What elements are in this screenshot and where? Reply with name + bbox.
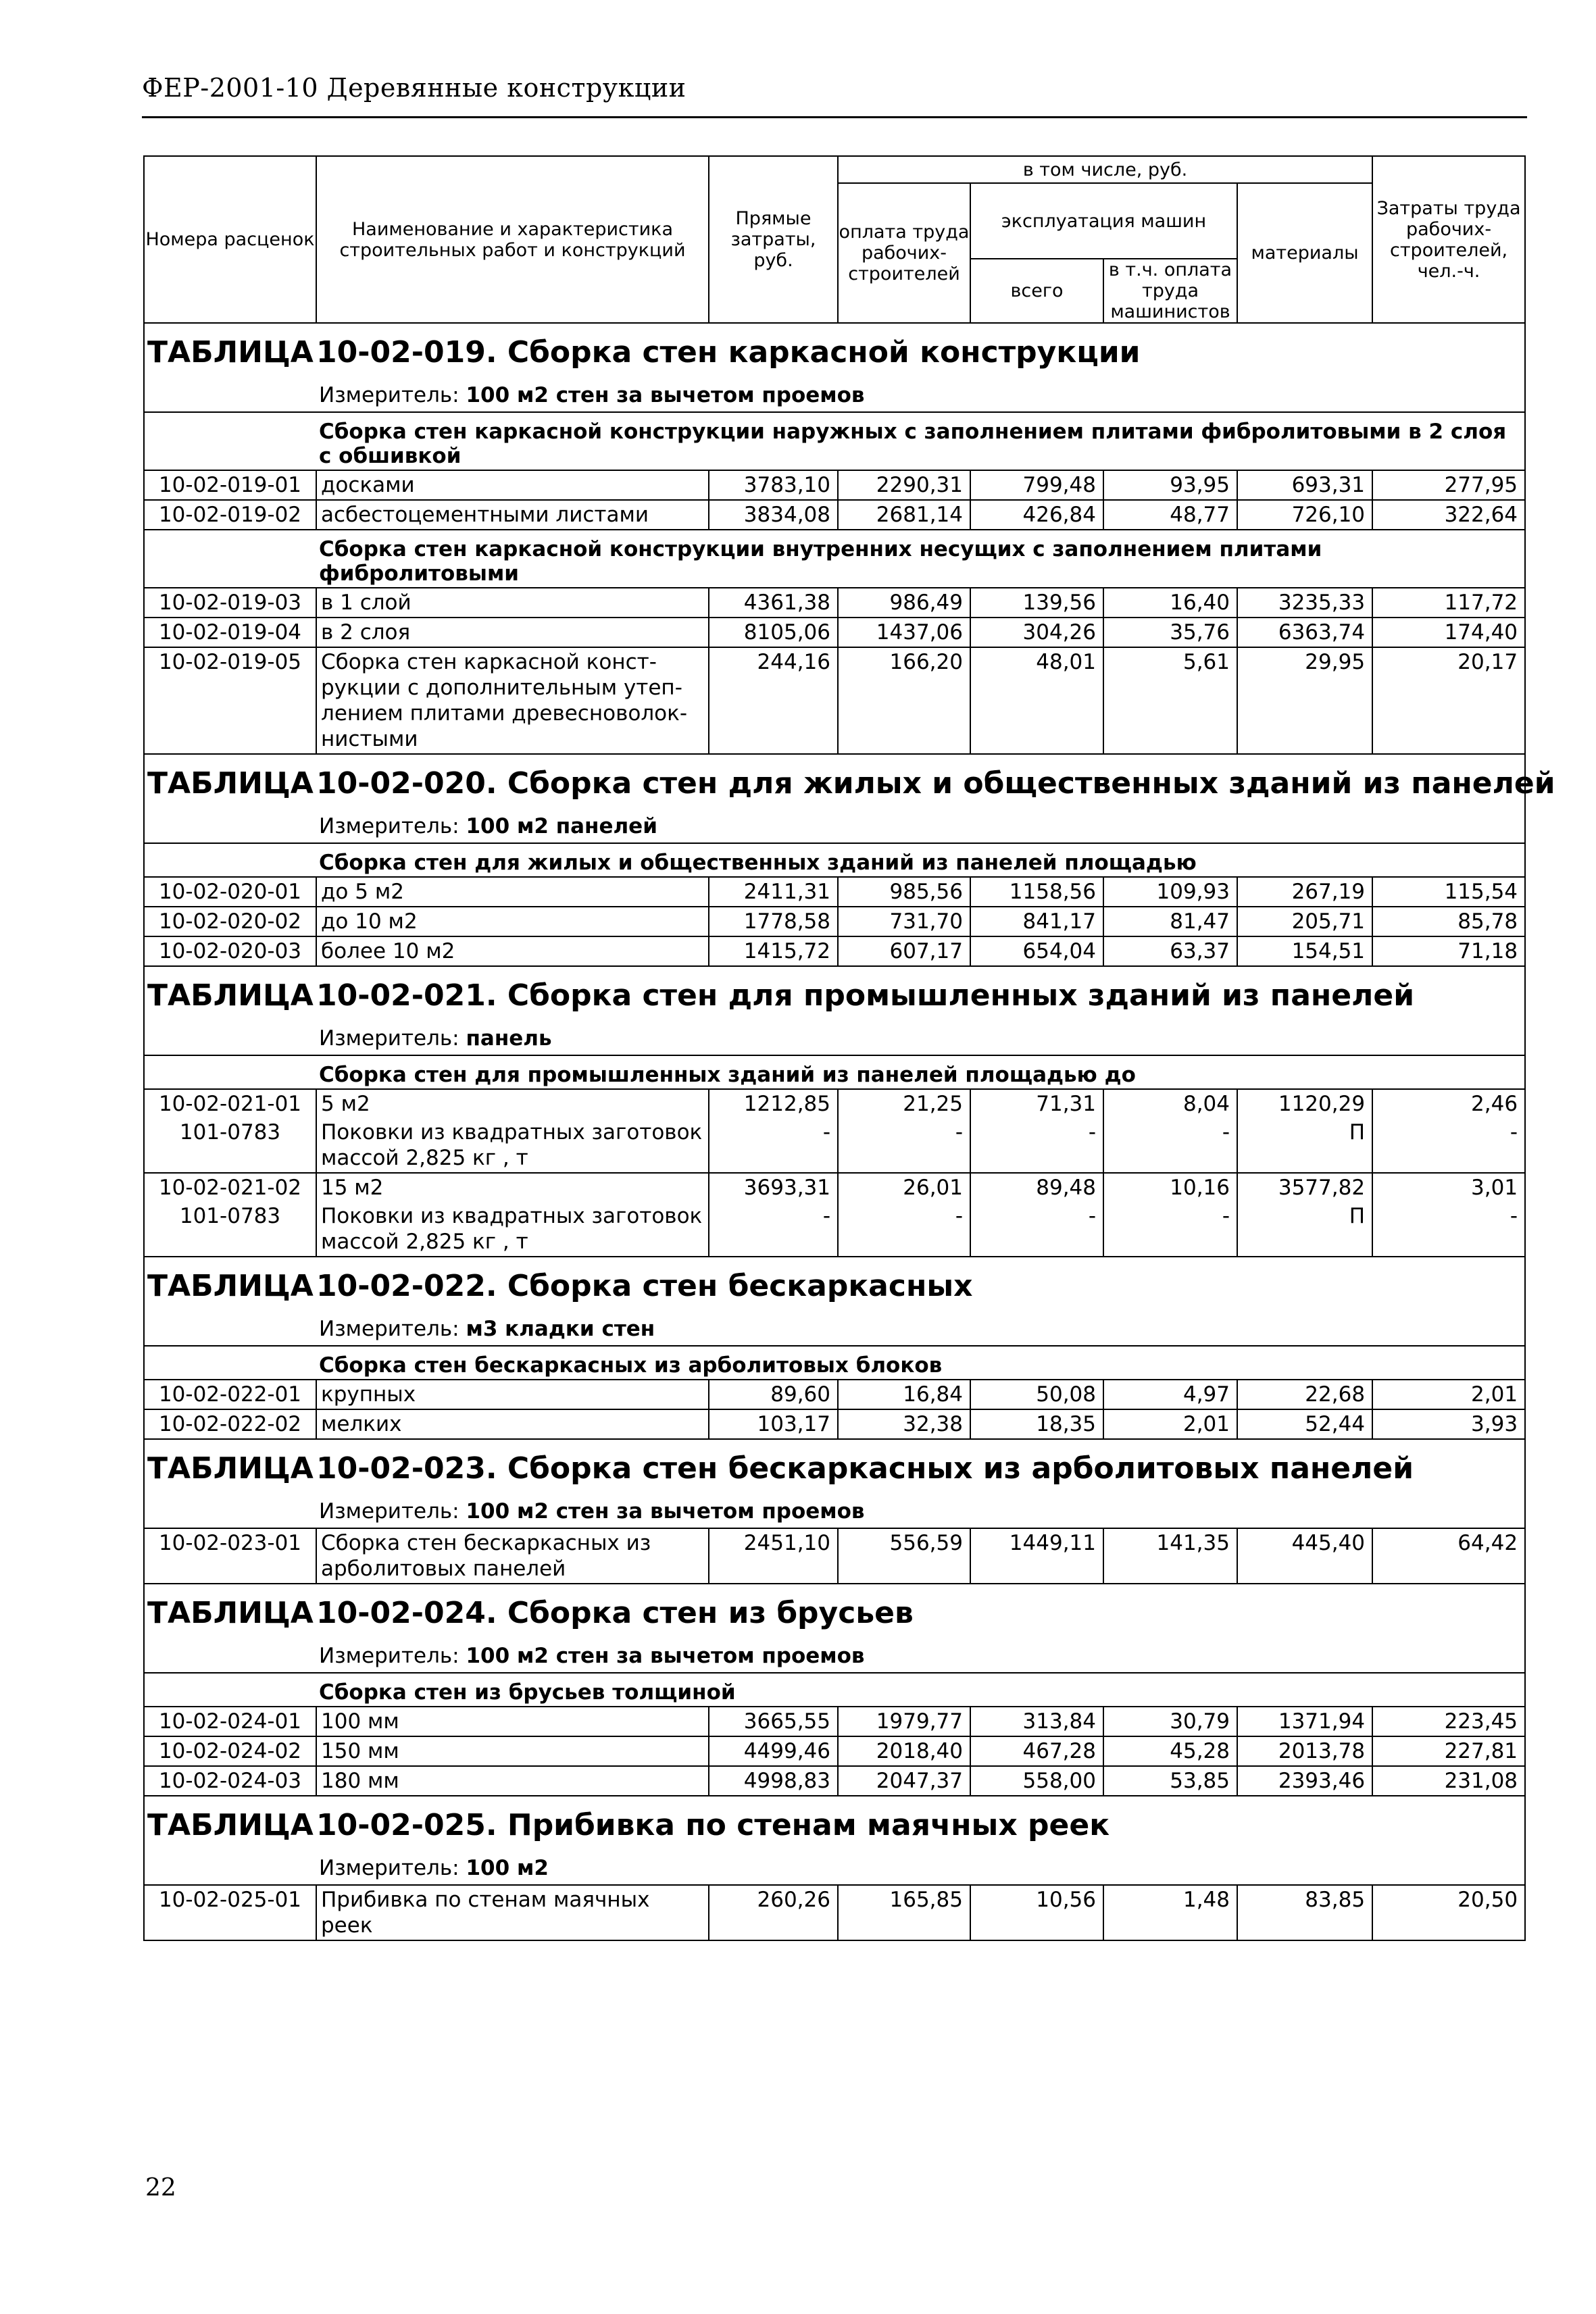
table-title-row xyxy=(145,1584,1524,1634)
direct-costs-value: 3834,08 xyxy=(709,500,838,530)
rate-code: 10-02-023-01 xyxy=(145,1528,316,1584)
machines-total-value: 139,56 xyxy=(970,588,1103,618)
machines-labor-value: 45,28 xyxy=(1103,1736,1237,1766)
labor-costs-value: 2,01 xyxy=(1372,1380,1524,1409)
table-label: ТАБЛИЦА xyxy=(147,335,314,370)
direct-costs-value: 3783,10 xyxy=(709,470,838,500)
table-title-row xyxy=(145,1439,1524,1490)
table-title xyxy=(145,966,1524,1017)
materials-value: 22,68 xyxy=(1237,1380,1372,1409)
header-direct-costs: Прямые затраты, руб. xyxy=(709,157,838,323)
labor-costs-value: 64,42 xyxy=(1372,1528,1524,1584)
header-machines: эксплуатация машин xyxy=(970,183,1237,259)
table-label: ТАБЛИЦА xyxy=(147,1808,314,1842)
machines-labor-value: 30,79 xyxy=(1103,1707,1237,1736)
table-row xyxy=(145,588,1524,618)
rate-code: 10-02-024-03 xyxy=(145,1766,316,1796)
materials-value: 3235,33 xyxy=(1237,588,1372,618)
machines-total-value: 426,84 xyxy=(970,500,1103,530)
machines-total-value: 304,26 xyxy=(970,618,1103,647)
table-row xyxy=(145,470,1524,500)
labor-costs-value: 85,78 xyxy=(1372,907,1524,936)
table-title xyxy=(145,323,1524,374)
labor-costs-value: 277,95 xyxy=(1372,470,1524,500)
labor-pay-value: 16,84 xyxy=(838,1380,970,1409)
labor-costs-value: 322,64 xyxy=(1372,500,1524,530)
machines-labor-value: 141,35 xyxy=(1103,1528,1237,1584)
table-row xyxy=(145,1885,1524,1940)
machines-total-value: 558,00 xyxy=(970,1766,1103,1796)
materials-value: П xyxy=(1237,1202,1372,1257)
unit-label: Измеритель: xyxy=(319,383,459,407)
rate-code: 10-02-019-01 xyxy=(145,470,316,500)
machines-labor-value: 53,85 xyxy=(1103,1766,1237,1796)
machines-total-value: - xyxy=(970,1202,1103,1257)
table-title-text: 10-02-022. Сборка стен бескаркасных xyxy=(316,1269,973,1303)
table-row xyxy=(145,936,1524,966)
materials-value: 154,51 xyxy=(1237,936,1372,966)
table-title-row xyxy=(145,754,1524,805)
labor-pay-value: 985,56 xyxy=(838,877,970,907)
rate-code: 10-02-021-01 xyxy=(145,1089,316,1118)
direct-costs-value: 2451,10 xyxy=(709,1528,838,1584)
materials-value: 726,10 xyxy=(1237,500,1372,530)
machines-labor-value: 48,77 xyxy=(1103,500,1237,530)
labor-pay-value: 986,49 xyxy=(838,588,970,618)
header-row-1 xyxy=(145,157,1524,183)
labor-pay-value: 165,85 xyxy=(838,1885,970,1940)
unit-row xyxy=(145,1846,1524,1885)
rate-code: 10-02-022-02 xyxy=(145,1409,316,1439)
unit-row xyxy=(145,805,1524,843)
labor-costs-value: 223,45 xyxy=(1372,1707,1524,1736)
materials-value: 693,31 xyxy=(1237,470,1372,500)
direct-costs-value: 260,26 xyxy=(709,1885,838,1940)
work-name: Сборка стен бескаркасных из арболитовых панелей xyxy=(316,1528,709,1584)
rate-code: 10-02-019-04 xyxy=(145,618,316,647)
direct-costs-value: 3693,31 xyxy=(709,1173,838,1202)
materials-value: 445,40 xyxy=(1237,1528,1372,1584)
work-name: Поковки из квадратных заготовок массой 2,825 кг , т xyxy=(316,1118,709,1173)
running-head: ФЕР-2001-10 Деревянные конструкции xyxy=(142,73,687,103)
work-name: 100 мм xyxy=(316,1707,709,1736)
labor-pay-value: 607,17 xyxy=(838,936,970,966)
labor-costs-value: 227,81 xyxy=(1372,1736,1524,1766)
work-name: досками xyxy=(316,470,709,500)
materials-value: П xyxy=(1237,1118,1372,1173)
table-row xyxy=(145,1528,1524,1584)
table-label: ТАБЛИЦА xyxy=(147,978,314,1013)
table-row xyxy=(145,1736,1524,1766)
direct-costs-value: 103,17 xyxy=(709,1409,838,1439)
table-title-text: 10-02-019. Сборка стен каркасной конструкции xyxy=(316,335,1141,370)
labor-costs-value: - xyxy=(1510,1204,1518,1228)
unit-label: Измеритель: xyxy=(319,1644,459,1668)
work-name: Сборка стен каркасной конст-рукции с дополнительным утеп-лением плитами древесноволок-нистыми xyxy=(316,647,709,754)
unit-value: 100 м2 панелей xyxy=(466,814,657,838)
direct-costs-value: - xyxy=(709,1118,838,1173)
table-row xyxy=(145,1707,1524,1736)
machines-labor-value: 2,01 xyxy=(1103,1409,1237,1439)
labor-pay-value: - xyxy=(838,1202,970,1257)
machines-total-value: 1449,11 xyxy=(970,1528,1103,1584)
labor-costs-value: 117,72 xyxy=(1372,588,1524,618)
unit-row xyxy=(145,374,1524,412)
labor-costs-value: 115,54 xyxy=(1372,877,1524,907)
header-machines-total: всего xyxy=(970,259,1103,323)
machines-labor-value: 5,61 xyxy=(1103,647,1237,754)
group-row xyxy=(145,530,1524,588)
table-label: ТАБЛИЦА xyxy=(147,1269,314,1303)
table-title-row xyxy=(145,1796,1524,1846)
labor-pay-value: 166,20 xyxy=(838,647,970,754)
table-row xyxy=(145,500,1524,530)
labor-pay-value: 2290,31 xyxy=(838,470,970,500)
unit-label: Измеритель: xyxy=(319,814,459,838)
unit-line xyxy=(145,1017,1524,1055)
machines-total-value: 89,48 xyxy=(970,1173,1103,1202)
work-name: более 10 м2 xyxy=(316,936,709,966)
materials-value: 2013,78 xyxy=(1237,1736,1372,1766)
unit-line xyxy=(145,1490,1524,1528)
machines-labor-value: 35,76 xyxy=(1103,618,1237,647)
machines-total-value: 467,28 xyxy=(970,1736,1103,1766)
materials-value: 267,19 xyxy=(1237,877,1372,907)
table-row xyxy=(145,907,1524,936)
group-row xyxy=(145,412,1524,470)
rate-code: 10-02-024-02 xyxy=(145,1736,316,1766)
table-row xyxy=(145,1380,1524,1409)
header-including: в том числе, руб. xyxy=(838,157,1372,183)
unit-value: 100 м2 xyxy=(466,1856,549,1880)
table-row xyxy=(145,1766,1524,1796)
unit-label: Измеритель: xyxy=(319,1499,459,1524)
table-row xyxy=(145,1202,1524,1257)
labor-costs-value: 71,18 xyxy=(1372,936,1524,966)
work-name: в 2 слоя xyxy=(316,618,709,647)
table-row xyxy=(145,647,1524,754)
unit-value: 100 м2 стен за вычетом проемов xyxy=(466,383,865,407)
table-title-row xyxy=(145,1257,1524,1307)
table-title-text: 10-02-020. Сборка стен для жилых и общественных зданий из панелей xyxy=(316,766,1555,801)
machines-total-value: 654,04 xyxy=(970,936,1103,966)
header-machines-labor: в т.ч. оплата труда машинистов xyxy=(1103,259,1237,323)
labor-costs-value: 231,08 xyxy=(1372,1766,1524,1796)
table-row xyxy=(145,618,1524,647)
table-row xyxy=(145,1118,1524,1173)
labor-pay-value: 26,01 xyxy=(838,1173,970,1202)
machines-labor-value: 10,16 xyxy=(1103,1173,1237,1202)
unit-row xyxy=(145,1017,1524,1055)
machines-total-value: - xyxy=(970,1118,1103,1173)
table-title-text: 10-02-024. Сборка стен из брусьев xyxy=(316,1596,914,1630)
table-label: ТАБЛИЦА xyxy=(147,1596,314,1630)
table-body xyxy=(145,157,1555,1940)
group-title: Сборка стен бескаркасных из арболитовых блоков xyxy=(145,1346,1524,1380)
machines-total-value: 313,84 xyxy=(970,1707,1103,1736)
machines-total-value: 1158,56 xyxy=(970,877,1103,907)
labor-costs-value: 20,17 xyxy=(1372,647,1524,754)
table-title-text: 10-02-021. Сборка стен для промышленных зданий из панелей xyxy=(316,978,1415,1013)
work-name: Прибивка по стенам маячных реек xyxy=(316,1885,709,1940)
group-title: Сборка стен для промышленных зданий из панелей площадью до xyxy=(145,1055,1524,1089)
work-name: асбестоцементными листами xyxy=(316,500,709,530)
unit-label: Измеритель: xyxy=(319,1856,459,1880)
direct-costs-value: 4998,83 xyxy=(709,1766,838,1796)
header-rule xyxy=(142,116,1527,118)
machines-labor-value: 109,93 xyxy=(1103,877,1237,907)
rate-code: 10-02-022-01 xyxy=(145,1380,316,1409)
machines-labor-value: - xyxy=(1103,1118,1237,1173)
rates-sheet xyxy=(143,155,1555,1941)
labor-costs-value: - xyxy=(1510,1120,1518,1145)
unit-line xyxy=(145,1634,1524,1673)
work-name: Поковки из квадратных заготовок массой 2,825 кг , т xyxy=(316,1202,709,1257)
direct-costs-value: 1415,72 xyxy=(709,936,838,966)
direct-costs-value: 4361,38 xyxy=(709,588,838,618)
labor-costs-value: 3,93 xyxy=(1372,1409,1524,1439)
labor-pay-value: 2018,40 xyxy=(838,1736,970,1766)
work-name: мелких xyxy=(316,1409,709,1439)
direct-costs-value: 1778,58 xyxy=(709,907,838,936)
header-labor-costs: Затраты труда рабочих-строителей, чел.-ч. xyxy=(1372,157,1524,323)
group-row xyxy=(145,1346,1524,1380)
machines-total-value: 18,35 xyxy=(970,1409,1103,1439)
rate-code: 10-02-020-03 xyxy=(145,936,316,966)
group-row xyxy=(145,1673,1524,1707)
unit-label: Измеритель: xyxy=(319,1317,459,1341)
materials-value: 2393,46 xyxy=(1237,1766,1372,1796)
machines-total-value: 10,56 xyxy=(970,1885,1103,1940)
labor-pay-value: 32,38 xyxy=(838,1409,970,1439)
table-title xyxy=(145,1796,1524,1846)
unit-row xyxy=(145,1307,1524,1346)
work-name: 15 м2 xyxy=(316,1173,709,1202)
materials-value: 29,95 xyxy=(1237,647,1372,754)
direct-costs-value: 3665,55 xyxy=(709,1707,838,1736)
labor-pay-value: 21,25 xyxy=(838,1089,970,1118)
machines-total-value: 799,48 xyxy=(970,470,1103,500)
group-title: Сборка стен каркасной конструкции внутренних несущих с заполнением плитами фибролитовыми xyxy=(145,530,1524,588)
page-number: 22 xyxy=(145,2174,176,2202)
header-name: Наименование и характеристика строительных работ и конструкций xyxy=(316,157,709,323)
rate-code: 10-02-020-01 xyxy=(145,877,316,907)
rate-code: 10-02-019-03 xyxy=(145,588,316,618)
table-row xyxy=(145,1089,1524,1118)
table-title xyxy=(145,1584,1524,1634)
table-label: ТАБЛИЦА xyxy=(147,1451,314,1486)
group-title: Сборка стен для жилых и общественных зданий из панелей площадью xyxy=(145,843,1524,877)
work-name: 180 мм xyxy=(316,1766,709,1796)
unit-row xyxy=(145,1634,1524,1673)
unit-line xyxy=(145,1846,1524,1885)
group-row xyxy=(145,1055,1524,1089)
labor-pay-value: 556,59 xyxy=(838,1528,970,1584)
table-row xyxy=(145,1173,1524,1202)
unit-value: панель xyxy=(466,1026,552,1051)
labor-pay-value: - xyxy=(838,1118,970,1173)
materials-value: 6363,74 xyxy=(1237,618,1372,647)
unit-value: м3 кладки стен xyxy=(466,1317,655,1341)
direct-costs-value: 244,16 xyxy=(709,647,838,754)
table-title-text: 10-02-023. Сборка стен бескаркасных из арболитовых панелей xyxy=(316,1451,1414,1486)
machines-labor-value: 4,97 xyxy=(1103,1380,1237,1409)
labor-pay-value: 2047,37 xyxy=(838,1766,970,1796)
machines-total-value: 841,17 xyxy=(970,907,1103,936)
machines-labor-value: - xyxy=(1103,1202,1237,1257)
table-label: ТАБЛИЦА xyxy=(147,766,314,801)
group-title: Сборка стен каркасной конструкции наружных с заполнением плитами фибролитовыми в 2 слоя с обшивкой xyxy=(145,412,1524,470)
machines-labor-value: 93,95 xyxy=(1103,470,1237,500)
machines-total-value: 50,08 xyxy=(970,1380,1103,1409)
table-row xyxy=(145,1409,1524,1439)
table-title-row xyxy=(145,966,1524,1017)
rate-code: 101-0783 xyxy=(145,1202,316,1257)
table-title-row xyxy=(145,323,1524,374)
direct-costs-value: 4499,46 xyxy=(709,1736,838,1766)
machines-labor-value: 16,40 xyxy=(1103,588,1237,618)
labor-costs-value: 20,50 xyxy=(1372,1885,1524,1940)
labor-pay-value: 1437,06 xyxy=(838,618,970,647)
unit-row xyxy=(145,1490,1524,1528)
rate-code: 10-02-019-05 xyxy=(145,647,316,754)
direct-costs-value: 1212,85 xyxy=(709,1089,838,1118)
unit-value: 100 м2 стен за вычетом проемов xyxy=(466,1644,865,1668)
table-title xyxy=(145,1439,1524,1490)
group-row xyxy=(145,843,1524,877)
rate-code: 10-02-021-02 xyxy=(145,1173,316,1202)
unit-line xyxy=(145,805,1524,843)
rate-code: 10-02-024-01 xyxy=(145,1707,316,1736)
header-labor-pay: оплата труда рабочих-строителей xyxy=(838,183,970,323)
group-title: Сборка стен из брусьев толщиной xyxy=(145,1673,1524,1707)
rate-code: 101-0783 xyxy=(145,1118,316,1173)
labor-pay-value: 1979,77 xyxy=(838,1707,970,1736)
materials-value: 52,44 xyxy=(1237,1409,1372,1439)
machines-labor-value: 8,04 xyxy=(1103,1089,1237,1118)
labor-costs-value: 174,40 xyxy=(1372,618,1524,647)
materials-value: 1120,29 xyxy=(1237,1089,1372,1118)
rate-code: 10-02-020-02 xyxy=(145,907,316,936)
header-code: Номера расценок xyxy=(145,157,316,323)
direct-costs-value: 89,60 xyxy=(709,1380,838,1409)
machines-labor-value: 1,48 xyxy=(1103,1885,1237,1940)
work-name: до 5 м2 xyxy=(316,877,709,907)
work-name: крупных xyxy=(316,1380,709,1409)
labor-costs-value: 3,01 xyxy=(1372,1173,1524,1202)
table-title xyxy=(145,1257,1524,1307)
materials-value: 83,85 xyxy=(1237,1885,1372,1940)
header-materials: материалы xyxy=(1237,183,1372,323)
materials-value: 3577,82 xyxy=(1237,1173,1372,1202)
unit-line xyxy=(145,1307,1524,1346)
machines-labor-value: 63,37 xyxy=(1103,936,1237,966)
rate-code: 10-02-025-01 xyxy=(145,1885,316,1940)
unit-line xyxy=(145,374,1524,412)
direct-costs-value: - xyxy=(709,1202,838,1257)
rates-table xyxy=(145,157,1555,1940)
work-name: 150 мм xyxy=(316,1736,709,1766)
materials-value: 1371,94 xyxy=(1237,1707,1372,1736)
table-row xyxy=(145,877,1524,907)
materials-value: 205,71 xyxy=(1237,907,1372,936)
machines-total-value: 48,01 xyxy=(970,647,1103,754)
machines-labor-value: 81,47 xyxy=(1103,907,1237,936)
work-name: до 10 м2 xyxy=(316,907,709,936)
work-name: 5 м2 xyxy=(316,1089,709,1118)
labor-pay-value: 2681,14 xyxy=(838,500,970,530)
table-title-text: 10-02-025. Прибивка по стенам маячных реек xyxy=(316,1808,1110,1842)
direct-costs-value: 2411,31 xyxy=(709,877,838,907)
labor-costs-value: 2,46 xyxy=(1372,1089,1524,1118)
unit-label: Измеритель: xyxy=(319,1026,459,1051)
direct-costs-value: 8105,06 xyxy=(709,618,838,647)
table-title xyxy=(145,754,1555,805)
labor-pay-value: 731,70 xyxy=(838,907,970,936)
unit-value: 100 м2 стен за вычетом проемов xyxy=(466,1499,865,1524)
rate-code: 10-02-019-02 xyxy=(145,500,316,530)
work-name: в 1 слой xyxy=(316,588,709,618)
machines-total-value: 71,31 xyxy=(970,1089,1103,1118)
